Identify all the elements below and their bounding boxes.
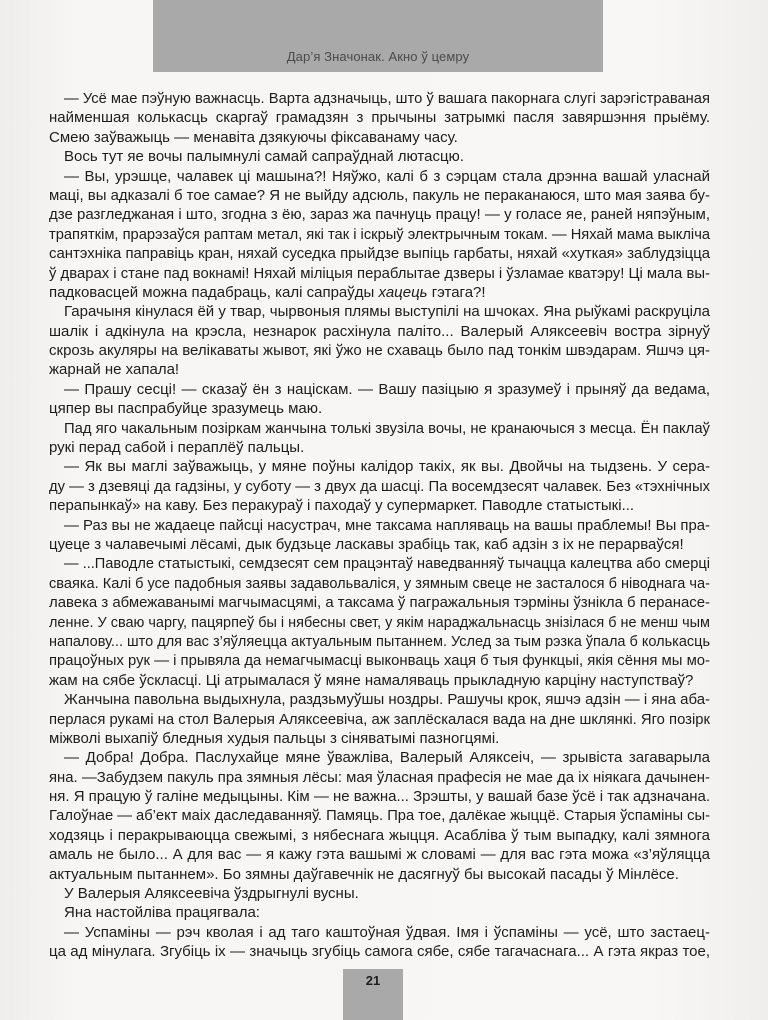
text-line-inner xyxy=(64,554,710,573)
text-line xyxy=(49,690,710,709)
text-line-inner xyxy=(49,341,710,360)
text-line-inner xyxy=(49,593,710,612)
text-line-inner xyxy=(49,205,710,224)
body-text xyxy=(49,89,710,962)
text-line-content: шалік і адкінула на крэсла, незнарок расхінула паліто... Валерый Аляксеевіч востра зірнуў xyxy=(49,322,710,340)
text-line-content: найменшая колькасць скаргаў грамадзян з прычыны затрымкі пасля завяршэння прыёму. xyxy=(49,109,710,127)
text-line-inner xyxy=(49,574,710,593)
text-line-content: працоўных рук — і прывяла да немагчымасці выконваць хаця б тыя функцыі, якія сёння мы мо- xyxy=(49,652,710,670)
text-line xyxy=(49,845,710,864)
text-line xyxy=(49,419,710,438)
text-line xyxy=(49,768,710,787)
text-line xyxy=(49,884,710,903)
text-line-content: амаль не было... А для вас — я кажу гэта вашымі ж словамі — для вас гэта можа «з’яўляцца xyxy=(49,846,710,864)
text-line-content: жарнай не хапала! xyxy=(49,361,180,379)
text-line-inner xyxy=(49,865,679,884)
text-line-content: ня. Я працую ў галіне медыцыны. Кім — не важна... Зрэшты, у вашай базе ўсё і так адзначана. xyxy=(49,788,711,806)
text-line xyxy=(49,632,710,651)
text-line-inner xyxy=(64,302,710,321)
text-line xyxy=(49,826,710,845)
text-line-content: — Вы, урэшце, чалавек ці машына?! Няўжо, калі б з сэрцам стала дрэнна вашай уласнай xyxy=(64,167,710,185)
text-line-content: напалову... што для вас з’яўляецца актуальным пытаннем. Услед за тым рэзка ўпала б колькасць xyxy=(49,632,711,650)
text-line-content: ў дварах і стане пад вокнамі! Няхай міліцыя пераблытае дзверы і ўзламае кватэру! Ці мала вы- xyxy=(49,264,710,282)
text-line-inner xyxy=(49,942,710,961)
text-line xyxy=(49,360,710,379)
text-line-content: Пад яго чакальным позіркам жанчына толькі звузіла вочы, не кранаючыся з месца. Ён паклаў xyxy=(64,419,710,437)
text-line-inner xyxy=(49,477,710,496)
text-line xyxy=(49,283,710,302)
text-line xyxy=(49,496,710,515)
text-line-inner xyxy=(64,419,710,438)
text-line-content: Гарачыня кінулася ёй у твар, чырвоныя плямы выступілі на шчоках. Яна рыўкамі раскруціла xyxy=(64,303,711,321)
text-line-inner xyxy=(64,457,710,476)
text-line-inner xyxy=(64,690,710,709)
text-line xyxy=(49,923,710,942)
text-line-inner xyxy=(49,186,710,205)
text-line-inner xyxy=(49,729,499,748)
text-line-inner xyxy=(49,264,710,283)
text-line-content: лавека з абмежаванымі магчымасцямі, а таксама ў пагражальныя тэрміны ўзнікла б перанасе- xyxy=(49,594,711,612)
text-line-inner xyxy=(49,399,322,418)
text-line-content: рукі перад сабой і пераплёў пальцы. xyxy=(49,439,305,457)
text-line-inner xyxy=(49,438,304,457)
text-line xyxy=(49,477,710,496)
text-line xyxy=(49,205,710,224)
text-line xyxy=(49,942,710,961)
text-line-inner xyxy=(64,516,710,535)
running-head: Дар’я Значонак. Акно ў цемру xyxy=(286,49,470,64)
text-line xyxy=(49,613,710,632)
text-line-inner xyxy=(49,128,458,147)
text-line-tail: гэтага?! xyxy=(427,283,486,301)
text-line xyxy=(49,341,710,360)
text-line xyxy=(49,438,710,457)
text-line xyxy=(49,225,710,244)
text-line-content: У Валерыя Аляксеевіча ўздрыгнулі вусны. xyxy=(64,885,359,903)
text-line xyxy=(49,787,710,806)
text-line xyxy=(49,147,710,166)
text-line xyxy=(49,903,710,922)
text-line-inner xyxy=(49,768,710,787)
text-line-inner xyxy=(49,225,710,244)
text-line-content: цуеце з чалавечымі лёсамі, дык будзьце ласкавы зрабіць так, каб адзін з іх не перарваўся! xyxy=(49,535,684,553)
text-line-content: Смею заўважыць — менавіта дзякуючы фіксаванаму часу. xyxy=(49,128,458,146)
text-line xyxy=(49,457,710,476)
text-line xyxy=(49,128,710,147)
text-line xyxy=(49,399,710,418)
text-line-content: сантэхніка паправіць кран, няхай суседка прыйдзе выпіць гарбаты, няхай «хуткая» заблудзіцца xyxy=(49,245,711,263)
text-line-content: — Усё мае пэўную важнасць. Варта адзначыць, што ў вашага пакорнага слугі зарэгістраваная xyxy=(64,90,710,107)
text-line xyxy=(49,554,710,573)
text-line-inner xyxy=(49,806,710,825)
text-line-inner xyxy=(49,360,179,379)
emphasis-text: хацець xyxy=(378,283,428,301)
text-line-content: трапяткім, прарэзаўся раптам метал, які так і іскрыў электрычным токам. — Няхай мама выкліча xyxy=(49,225,711,243)
text-line-inner xyxy=(64,167,710,186)
text-line xyxy=(49,89,710,108)
text-line-content: ца ад мінулага. Згубіць іх — значыць згубіць самога сябе, сябе тагачаснага... А гэта якраз тое, xyxy=(49,943,711,961)
text-line-content: — Раз вы не жадаеце пайсці насустрач, мне таксама напляваць на вашы праблемы! Вы пра- xyxy=(64,516,710,534)
text-line-content: Вось тут яе вочы палымнулі самай сапраўднай лютасцю. xyxy=(64,148,464,166)
text-line xyxy=(49,671,710,690)
text-line-content: падковасцей можна падабраць, калі сапраўды xyxy=(49,283,379,301)
text-line-inner xyxy=(49,322,710,341)
header-band xyxy=(153,0,603,72)
text-line-inner xyxy=(64,147,464,166)
text-line-content: яна. —Забудзем пакуль пра зямныя лёсы: мая ўласная прафесія не мае да іх ніякага дачынен- xyxy=(49,768,710,786)
text-line-inner xyxy=(49,787,710,806)
text-line-inner xyxy=(49,826,710,845)
text-line-content: актуальным пытаннем». Бо зямны даўгавечнік не дасягнуў бы высокай пасады ў Мінлёсе. xyxy=(49,865,679,883)
text-line xyxy=(49,748,710,767)
text-line xyxy=(49,710,710,729)
text-line-content: Яна настойліва працягвала: xyxy=(64,904,260,922)
text-line xyxy=(49,322,710,341)
text-line-content: дзе разгледжаная і што, згодна з ёю, зараз жа пачнуць працу! — у голасе яе, раней няпэўным, xyxy=(49,206,710,224)
text-line-content: ходзяць і перакрываюцца свежымі, з нябеснага жыцця. Асабліва ў тым выпадку, калі зямнога xyxy=(49,826,710,844)
text-line-content: ленне. У сваю чаргу, пацярпеў бы і нябесны свет, у якім нараджальнасць знізілася б не менш чым xyxy=(49,613,710,631)
text-line-inner xyxy=(49,535,684,554)
text-line-content: перапынкаў» на каву. Без перакураў і паходаў у супермаркет. Паводле статыстыкі... xyxy=(49,497,635,515)
text-line-inner xyxy=(49,651,710,670)
text-line xyxy=(49,516,710,535)
text-line-content: жам на сябе ўскласці. Ці атрымалася ў мяне намаляваць прыкладную карціну наступстваў? xyxy=(49,671,694,689)
text-line-inner xyxy=(49,710,710,729)
text-line xyxy=(49,302,710,321)
text-line-inner xyxy=(64,380,710,399)
text-line-inner xyxy=(49,108,710,127)
text-line-inner xyxy=(49,613,710,632)
text-line xyxy=(49,264,710,283)
text-line xyxy=(49,651,710,670)
text-line-content: маці, вы адказалі б тое самае? Я не выйду адсюль, пакуль не пераканаюся, што мая заява бу- xyxy=(49,186,711,204)
text-line xyxy=(49,574,710,593)
text-line-inner xyxy=(49,496,634,515)
text-line xyxy=(49,380,710,399)
text-line xyxy=(49,593,710,612)
text-line-inner xyxy=(64,748,710,767)
text-line-content: сваяка. Калі б усе падобныя заявы задавольваліся, у зямным свеце не засталося б ніводнага ча- xyxy=(49,574,710,592)
text-line xyxy=(49,729,710,748)
text-line-content: — ...Паводле статыстыкі, семдзесят сем працэнтаў наведванняў тычацца калецтва або смерці xyxy=(64,555,711,573)
text-line-inner xyxy=(64,89,710,108)
text-line-content: Жанчына павольна выдыхнула, раздзьмуўшы ноздры. Рашучы крок, яшчэ адзін — і яна аба- xyxy=(64,691,711,709)
text-line-inner xyxy=(64,923,710,942)
text-line-content: цяпер вы паспрабуйце зразумець маю. xyxy=(49,400,323,418)
text-line-inner xyxy=(49,845,710,864)
text-line-inner xyxy=(49,671,693,690)
text-line-content: — Добра! Добра. Паслухайце мяне ўважліва, Валерый Аляксеіч, — зрывіста загаварыла xyxy=(64,749,710,767)
text-line xyxy=(49,108,710,127)
text-line-content: ду — з дзевяці да гадзіны, у суботу — з двух да шасці. Па восемдзесят чалавек. Без «тэхнічных xyxy=(49,477,710,495)
text-line-inner xyxy=(64,903,260,922)
text-line xyxy=(49,167,710,186)
text-line-content: — Успаміны — рэч кволая і ад таго каштоўная ўдвая. Імя і ўспаміны — усё, што застаец- xyxy=(64,923,710,941)
text-line xyxy=(49,244,710,263)
text-line-inner xyxy=(49,283,486,302)
text-line-content: Галоўнае — аб’ект маіх даследаванняў. Памяць. Пра тое, далёкае жыццё. Старыя ўспаміны сы- xyxy=(49,807,710,825)
text-line-inner xyxy=(64,884,359,903)
text-line-content: міжволі выхапіў бледныя худыя пальцы з сіняватымі пазногцямі. xyxy=(49,729,500,747)
text-line-content: — Як вы маглі заўважыць, у мяне поўны калідор такіх, як вы. Двойчы на тыдзень. У сера- xyxy=(64,458,710,476)
page-number-box xyxy=(343,969,403,1020)
text-line-content: скрозь акуляры на велікаваты жывот, які ўжо не схаваць было пад тонкім швэдарам. Яшчэ ця- xyxy=(49,342,710,360)
text-line-inner xyxy=(49,632,710,651)
text-line-content: — Прашу сесці! — сказаў ён з націскам. — Вашу пазіцыю я зразумеў і прыняў да ведама, xyxy=(64,380,710,398)
page-number: 21 xyxy=(365,973,381,988)
text-line-inner xyxy=(49,244,710,263)
text-line xyxy=(49,865,710,884)
text-line xyxy=(49,535,710,554)
text-line xyxy=(49,806,710,825)
text-line xyxy=(49,186,710,205)
text-line-content: перлася рукамі на стол Валерыя Аляксеевіча, аж заплёскалася вада на дне шклянкі. Яго позірк xyxy=(49,710,710,728)
